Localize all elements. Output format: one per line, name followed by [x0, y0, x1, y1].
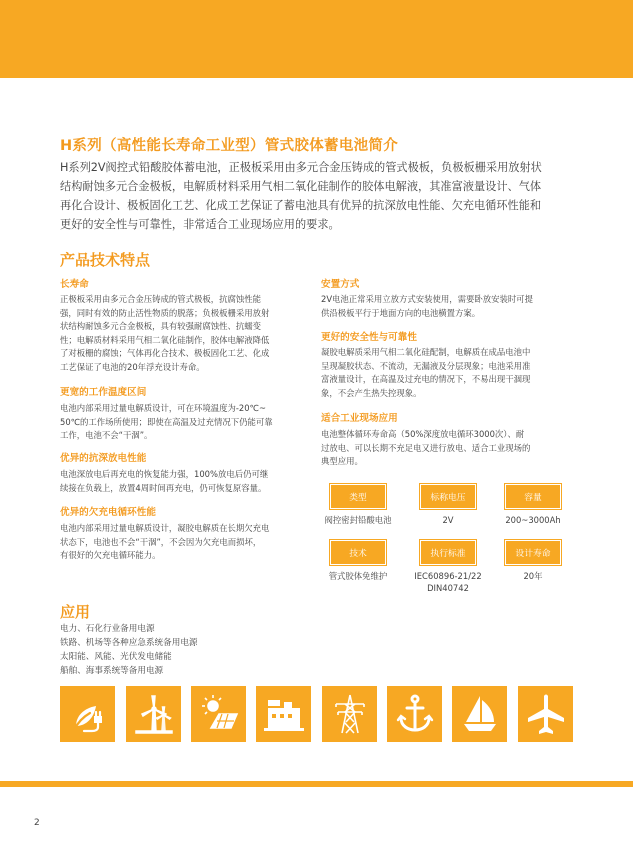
- text-line: 电池内部采用过量电解质设计，可在环境温度为-20℃~: [60, 403, 266, 413]
- deep-discharge-title: 优异的抗深放电性能: [60, 453, 147, 464]
- solar-panel-icon: [191, 686, 246, 742]
- industrial-title: 适合工业现场应用: [321, 413, 398, 424]
- intro-line: H系列2V阀控式铅酸胶体蓄电池，正极板采用由多元合金压铸成的管式极板，负极板栅采用放射状: [60, 161, 542, 174]
- text-line: 正极板采用由多元合金压铸成的管式极板，抗腐蚀性能: [60, 294, 261, 304]
- text-line: 续接在负载上，放置4周时间再充电，仍可恢复原容量。: [60, 482, 267, 493]
- spec-voltage-badge: 标称电压: [420, 484, 476, 509]
- text-line: 工作，电池不会“干涸”。: [60, 430, 153, 441]
- undercharge-text: [60, 522, 310, 563]
- footer-band: [0, 781, 633, 787]
- wind-turbine-icon: [126, 686, 181, 742]
- spec-type-badge: 类型: [330, 484, 386, 509]
- safety-title: 更好的安全性与可靠性: [321, 332, 417, 343]
- features-heading: 产品技术特点: [60, 251, 151, 269]
- text-line: 2V电池正常采用立放方式安装使用，需要卧放安装时可提: [321, 294, 534, 304]
- deep-discharge-text: [60, 468, 310, 495]
- airplane-icon: [518, 686, 573, 742]
- undercharge-title: 优异的欠充电循环性能: [60, 507, 156, 518]
- page-number: 2: [34, 818, 40, 828]
- text-line: 50℃的工作场所使用；即使在高温及过充情况下仍能可靠: [60, 416, 273, 427]
- spec-tech-value: 管式胶体免维护: [328, 571, 388, 581]
- text-line: 状态下，电池也不会“干涸”，不会因为欠充电而损坏，: [60, 536, 262, 547]
- text-line: 电池内部采用过量电解质设计，凝胶电解质在长期欠充电: [60, 523, 270, 533]
- temp-title: 更宽的工作温度区间: [60, 387, 147, 398]
- application-item: 太阳能、风能、光伏发电储能: [60, 652, 172, 662]
- intro-line: 更好的安全性与可靠性，非常适合工业现场应用的要求。: [60, 218, 340, 231]
- text-line: 呈现凝胶状态、不流动，无漏液及分层现象；电池采用准: [321, 360, 531, 371]
- long-life-text: [60, 293, 310, 375]
- anchor-icon: [387, 686, 442, 742]
- text-line: 过放电、可以长期不充足电又进行放电、适合工业现场的: [321, 442, 531, 453]
- applications-heading: 应用: [60, 603, 91, 621]
- intro-title: H系列（高性能长寿命工业型）管式胶体蓄电池简介: [60, 138, 399, 154]
- text-line: 典型应用。: [321, 456, 363, 467]
- safety-text: [321, 346, 576, 400]
- spec-voltage-value: 2V: [442, 515, 454, 525]
- application-item: 铁路、机场等各种应急系统备用电源: [60, 638, 198, 648]
- header-band: [0, 0, 633, 78]
- spec-standard-line: DIN40742: [427, 583, 469, 593]
- intro-paragraph: [60, 158, 580, 234]
- text-line: 凝胶电解质采用气相二氧化硅配制，电解质在成品电池中: [321, 347, 531, 357]
- long-life-title: 长寿命: [60, 279, 89, 290]
- temp-text: [60, 402, 310, 443]
- spec-standard-badge: 执行标准: [420, 540, 476, 565]
- install-title: 安置方式: [321, 279, 360, 290]
- text-line: 工艺保证了电池的20年浮充设计寿命。: [60, 361, 205, 372]
- spec-tech-badge: 技术: [330, 540, 386, 565]
- eco-plug-icon: [60, 686, 115, 742]
- application-item: 船舶、海事系统等备用电源: [60, 666, 164, 676]
- factory-icon: [256, 686, 311, 742]
- text-line: 强，同时有效的防止活性物质的脱落；负极板栅采用放射: [60, 307, 270, 318]
- sailboat-icon: [452, 686, 507, 742]
- text-line: 供沿极板平行于地面方向的电池横置方案。: [321, 307, 481, 318]
- text-line: 有很好的欠充电循环能力。: [60, 550, 161, 561]
- text-line: 电池整体循环寿命高（50%深度放电循环3000次）、耐: [321, 429, 525, 439]
- text-line: 象，不会产生热失控现象。: [321, 387, 422, 398]
- text-line: 富液量设计，在高温及过充电的情况下，不易出现干涸现: [321, 374, 531, 385]
- text-line: 状结构耐蚀多元合金极板，具有较强耐腐蚀性、抗蠕变: [60, 321, 261, 332]
- intro-line: 结构耐蚀多元合金极板，电解质材料采用气相二氧化硅制作的胶体电解液，其准富液量设计、气体: [60, 180, 542, 193]
- text-line: 电池深放电后再充电的恢复能力强，100%放电后仍可继: [60, 469, 269, 479]
- spec-life-badge: 设计寿命: [505, 540, 561, 565]
- text-line: 性；电解质材料采用气相二氧化硅制作，胶体电解液降低: [60, 334, 270, 345]
- application-item: 电力、石化行业备用电源: [60, 624, 155, 634]
- spec-standard-line: IEC60896-21/22: [414, 571, 482, 581]
- spec-capacity-value: 200~3000Ah: [505, 515, 561, 525]
- spec-capacity-badge: 容量: [505, 484, 561, 509]
- text-line: 了对板栅的腐蚀；气体再化合技术、极板固化工艺、化成: [60, 348, 270, 359]
- intro-line: 再化合设计、极板固化工艺、化成工艺保证了蓄电池具有优异的抗深放电性能、欠充电循环性能和: [60, 199, 542, 212]
- install-text: [321, 293, 576, 320]
- spec-standard-value: [404, 570, 492, 594]
- spec-type-value: 阀控密封铅酸电池: [324, 515, 392, 525]
- spec-life-value: 20年: [523, 571, 543, 581]
- industrial-text: [321, 428, 576, 469]
- power-tower-icon: [322, 686, 377, 742]
